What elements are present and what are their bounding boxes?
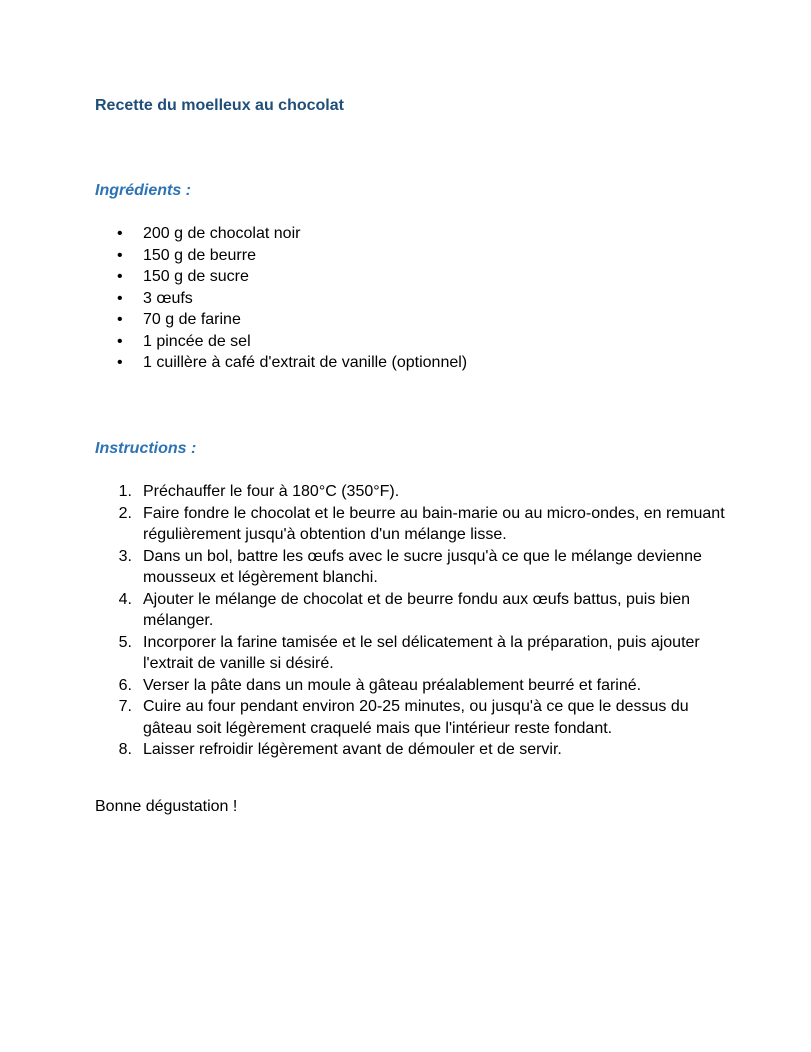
step-text: Verser la pâte dans un moule à gâteau préalablement beurré et fariné. bbox=[143, 676, 642, 694]
bullet-marker: • bbox=[117, 246, 123, 264]
list-item bbox=[95, 589, 735, 632]
step-text: Dans un bol, battre les œufs avec le sucre jusqu'à ce que le mélange devienne mousseux et légèrement blanchi. bbox=[143, 547, 702, 586]
step-text: Laisser refroidir légèrement avant de démouler et de servir. bbox=[143, 741, 562, 758]
ingredient-text: 70 g de farine bbox=[143, 311, 241, 328]
list-item bbox=[95, 309, 735, 331]
ingredient-text: 150 g de beurre bbox=[143, 246, 256, 264]
ingredients-heading: Ingrédients : bbox=[95, 182, 192, 199]
bullet-marker: • bbox=[117, 225, 123, 242]
bullet-marker: • bbox=[117, 332, 123, 350]
step-number: 4. bbox=[118, 590, 132, 608]
list-item bbox=[95, 675, 735, 697]
list-item bbox=[95, 331, 735, 353]
list-item bbox=[95, 481, 735, 503]
ingredients-list bbox=[95, 223, 735, 374]
ingredient-text: 1 cuillère à café d'extrait de vanille (optionnel) bbox=[143, 354, 468, 371]
step-number: 6. bbox=[118, 676, 132, 694]
list-item bbox=[95, 632, 735, 675]
step-text: Ajouter le mélange de chocolat et de beurre fondu aux œufs battus, puis bien mélanger. bbox=[143, 590, 691, 629]
step-number: 5. bbox=[118, 633, 132, 651]
list-item bbox=[95, 223, 735, 245]
step-text: Cuire au four pendant environ 20-25 minutes, ou jusqu'à ce que le dessus du gâteau soit légèrement craquelé mais que l'intérieur reste fondant. bbox=[143, 698, 689, 737]
instructions-heading: Instructions : bbox=[95, 440, 197, 457]
step-number: 1. bbox=[118, 483, 132, 500]
step-number: 3. bbox=[118, 547, 132, 565]
list-item bbox=[95, 288, 735, 310]
closing-text: Bonne dégustation ! bbox=[95, 798, 238, 815]
step-text: Préchauffer le four à 180°C (350°F). bbox=[143, 483, 400, 500]
instructions-list bbox=[95, 481, 735, 761]
step-number: 8. bbox=[118, 741, 132, 758]
list-item bbox=[95, 503, 735, 546]
ingredient-text: 1 pincée de sel bbox=[143, 332, 251, 350]
recipe-title: Recette du moelleux au chocolat bbox=[95, 97, 344, 114]
list-item bbox=[95, 245, 735, 267]
step-number: 2. bbox=[118, 504, 132, 522]
step-number: 7. bbox=[118, 698, 132, 715]
list-item bbox=[95, 546, 735, 589]
list-item bbox=[95, 739, 735, 761]
list-item bbox=[95, 266, 735, 288]
bullet-marker: • bbox=[117, 311, 123, 328]
bullet-marker: • bbox=[117, 268, 123, 285]
list-item bbox=[95, 696, 735, 739]
bullet-marker: • bbox=[117, 354, 123, 371]
step-text: Incorporer la farine tamisée et le sel délicatement à la préparation, puis ajouter l'extrait de vanille si désiré. bbox=[143, 633, 700, 672]
ingredient-text: 200 g de chocolat noir bbox=[143, 225, 301, 242]
ingredient-text: 3 œufs bbox=[143, 289, 193, 307]
bullet-marker: • bbox=[117, 289, 123, 307]
ingredient-text: 150 g de sucre bbox=[143, 268, 249, 285]
list-item bbox=[95, 352, 735, 374]
step-text: Faire fondre le chocolat et le beurre au bain-marie ou au micro-ondes, en remuant régulièrement jusqu'à obtention d'un mélange lisse. bbox=[143, 504, 725, 543]
